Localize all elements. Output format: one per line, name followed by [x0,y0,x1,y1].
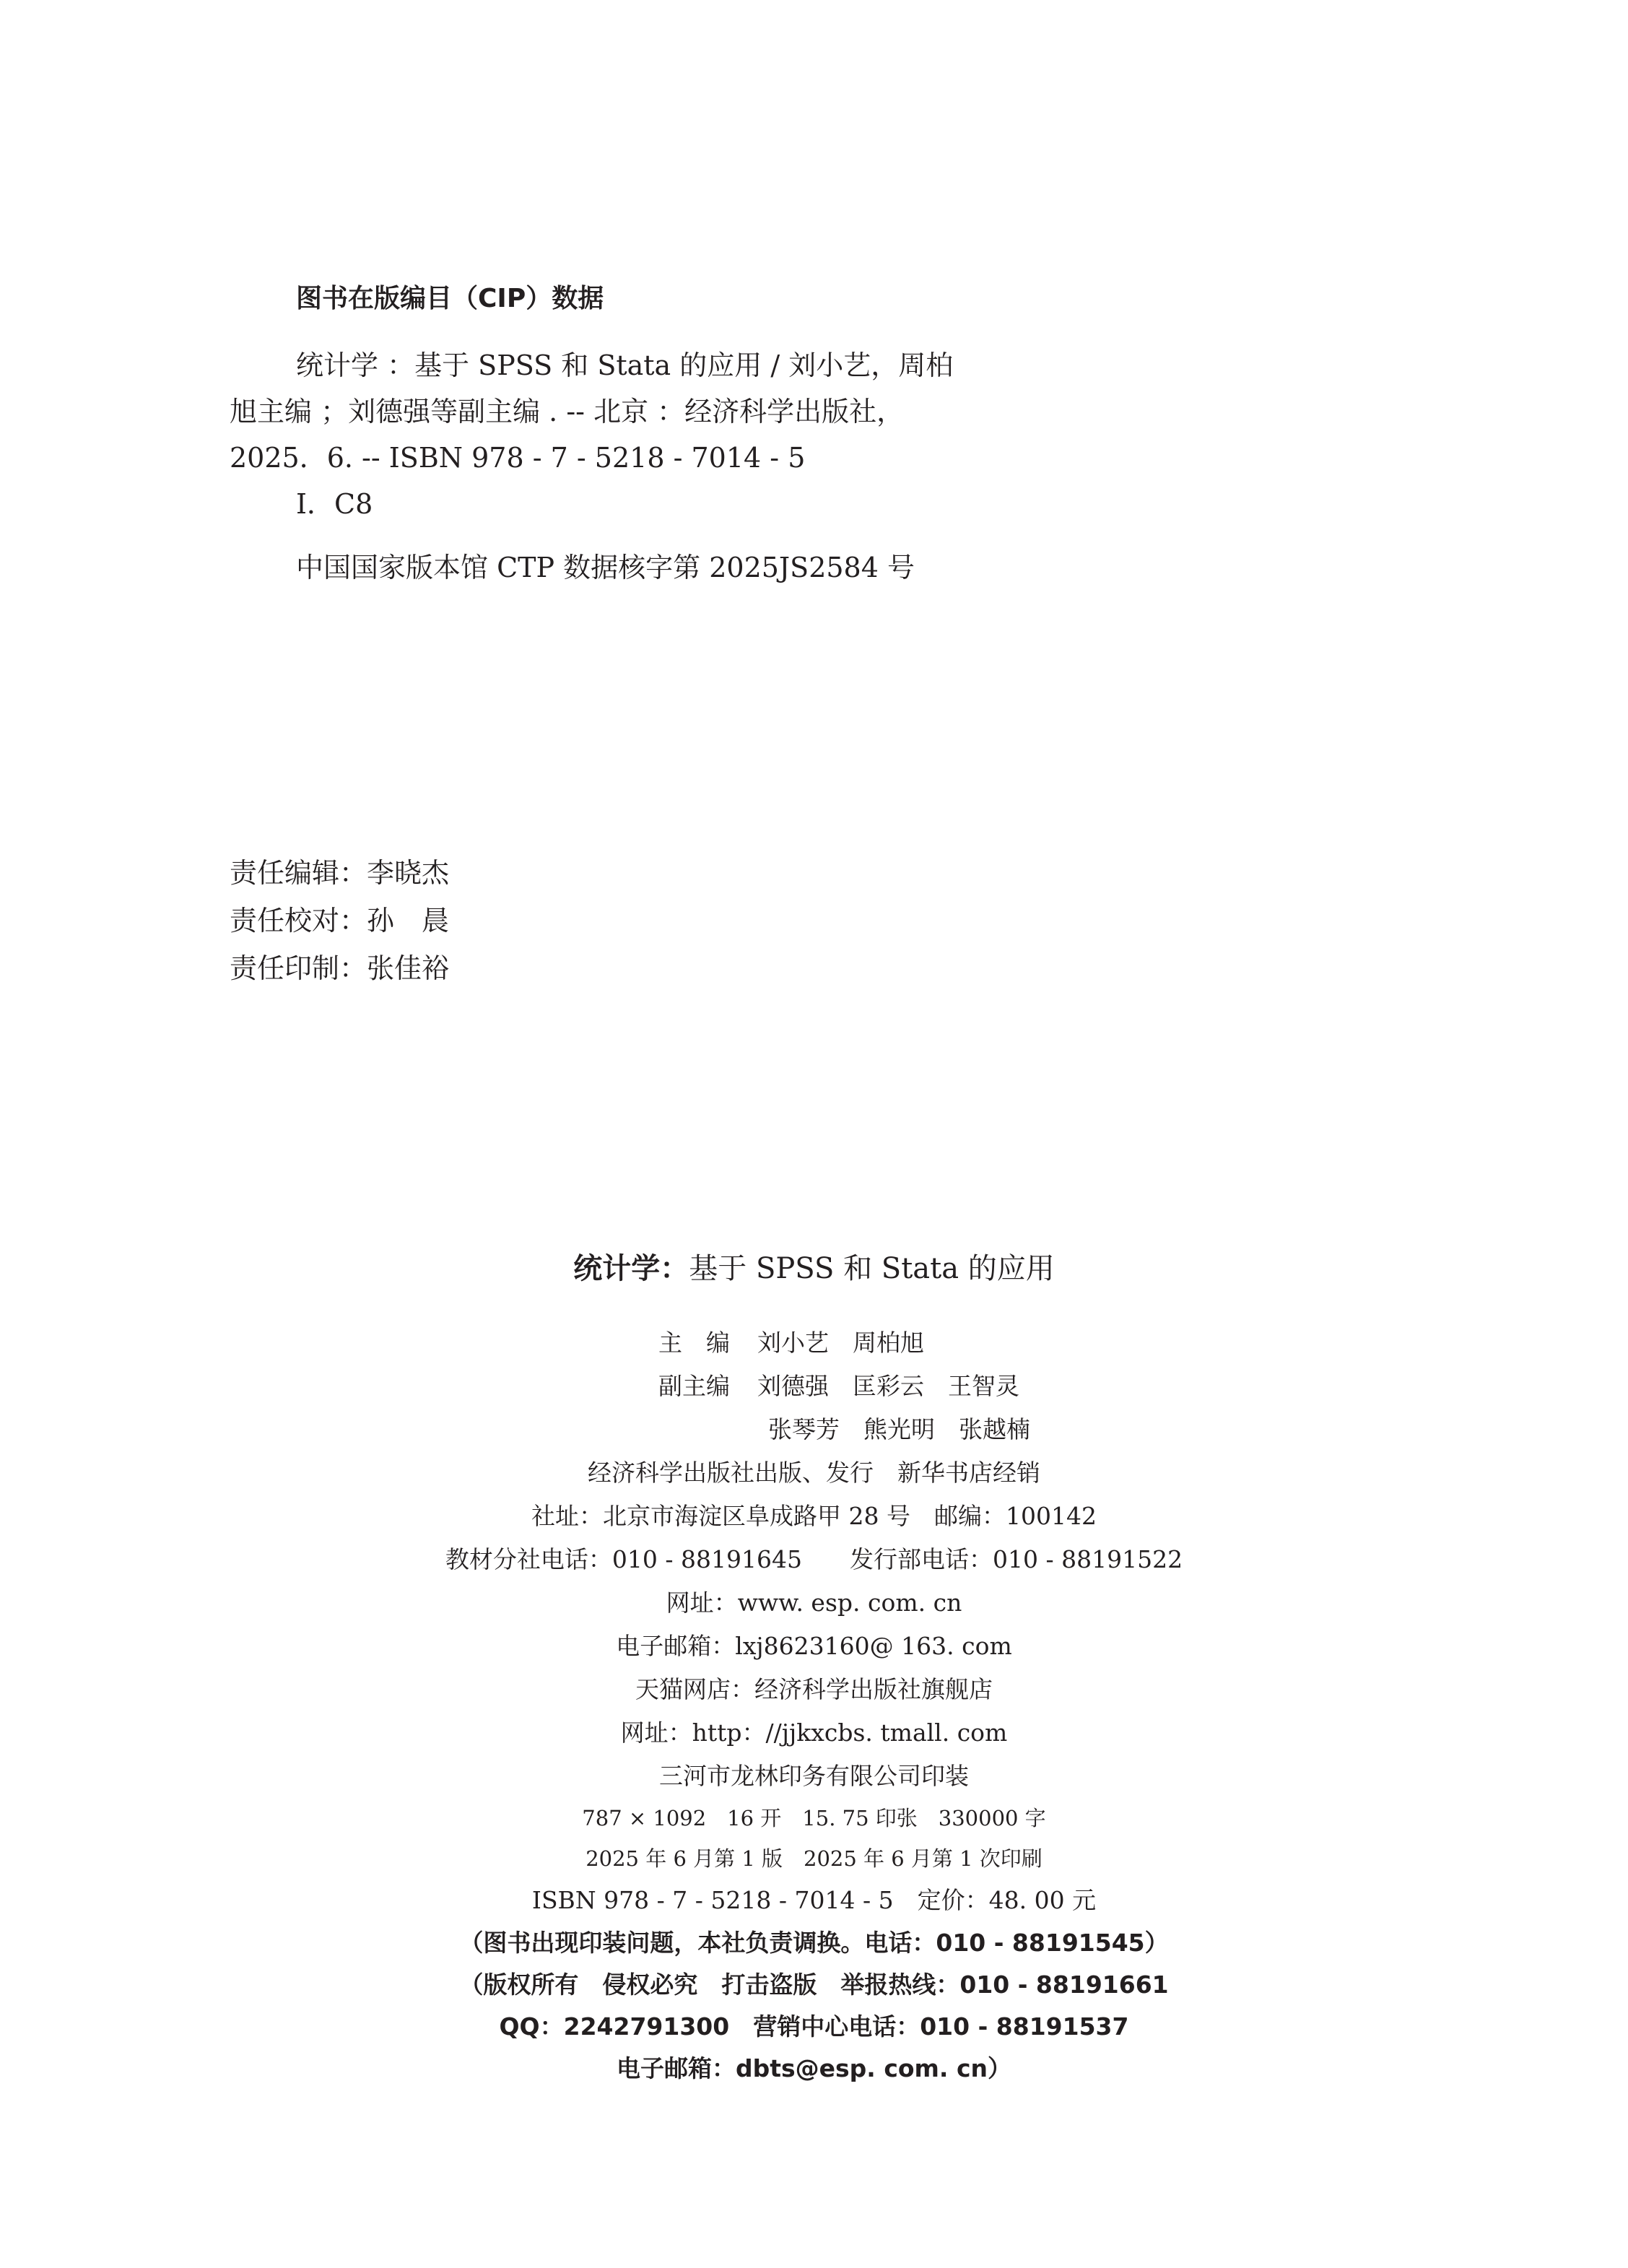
deputy-editors-line-2: 张琴芳 熊光明 张越楠 [768,1415,1030,1443]
responsible-proofreader: 责任校对：孙 晨 [230,905,450,937]
edition-info: 2025 年 6 月第 1 版 2025 年 6 月第 1 次印刷 [586,1846,1042,1871]
publisher-phones: 教材分社电话：010 - 88191645 发行部电话：010 - 88191522 [445,1545,1183,1573]
publisher-website: 网址：www. esp. com. cn [666,1589,962,1617]
book-title-subtitle: 基于 SPSS 和 Stata 的应用 [689,1252,1055,1285]
publication-info-block [0,1216,1628,2090]
cip-line-3: 2025．6. -- ISBN 978 - 7 - 5218 - 7014 - 5 [230,442,806,474]
tmall-store: 天猫网店：经济科学出版社旗舰店 [635,1675,993,1703]
chief-editors-line [0,1321,1628,1365]
publisher-line: 经济科学出版社出版、发行 新华书店经销 [588,1459,1040,1487]
book-specs: 787 × 1092 16 开 15. 75 印张 330000 字 [582,1806,1046,1830]
notice-rights: （版权所有 侵权必究 打击盗版 举报热线：010 - 88191661 [459,1971,1169,1999]
cip-line-1: 统计学 ：基于 SPSS 和 Stata 的应用 / 刘小艺，周柏 [296,349,954,381]
responsible-staff-block [230,849,449,992]
cip-line-4: Ⅰ．C8 [296,488,373,520]
printer-name: 三河市龙林印务有限公司印装 [659,1762,969,1790]
responsible-editor: 责任编辑：李晓杰 [230,857,450,889]
notice-email: 电子邮箱：dbts@esp. com. cn） [616,2054,1012,2082]
cip-line-2: 旭主编 ；刘德强等副主编 . -- 北京 ：经济科学出版社， [230,396,905,427]
book-title-main: 统计学： [573,1252,689,1285]
isbn-price: ISBN 978 - 7 - 5218 - 7014 - 5 定价：48. 00 元 [531,1886,1097,1914]
cip-approval-number: 中国国家版本馆 CTP 数据核字第 2025JS2584 号 [296,552,915,583]
chief-editors-label: 主 编 [658,1329,730,1357]
publisher-address: 社址：北京市海淀区阜成路甲 28 号 邮编：100142 [531,1502,1097,1530]
tmall-url: 网址：http：//jjkxcbs. tmall. com [620,1719,1008,1747]
notice-defect: （图书出现印装问题，本社负责调换。电话：010 - 88191545） [459,1929,1169,1957]
cip-heading: 图书在版编目（CIP）数据 [296,284,604,313]
book-title [0,1245,1628,1292]
cip-spacer [230,527,1081,544]
chief-editors-names: 刘小艺 周柏旭 [757,1329,924,1357]
cip-data-block [230,283,1081,591]
deputy-editors-line [0,1365,1628,1408]
publisher-email: 电子邮箱：lxj8623160@ 163. com [616,1632,1012,1660]
deputy-editors-names: 刘德强 匡彩云 王智灵 [757,1372,1019,1400]
deputy-editors-label: 副主编 [658,1372,730,1400]
notice-qq: QQ：2242791300 营销中心电话：010 - 88191537 [499,2012,1129,2041]
responsible-printing: 责任印制：张佳裕 [230,952,450,984]
